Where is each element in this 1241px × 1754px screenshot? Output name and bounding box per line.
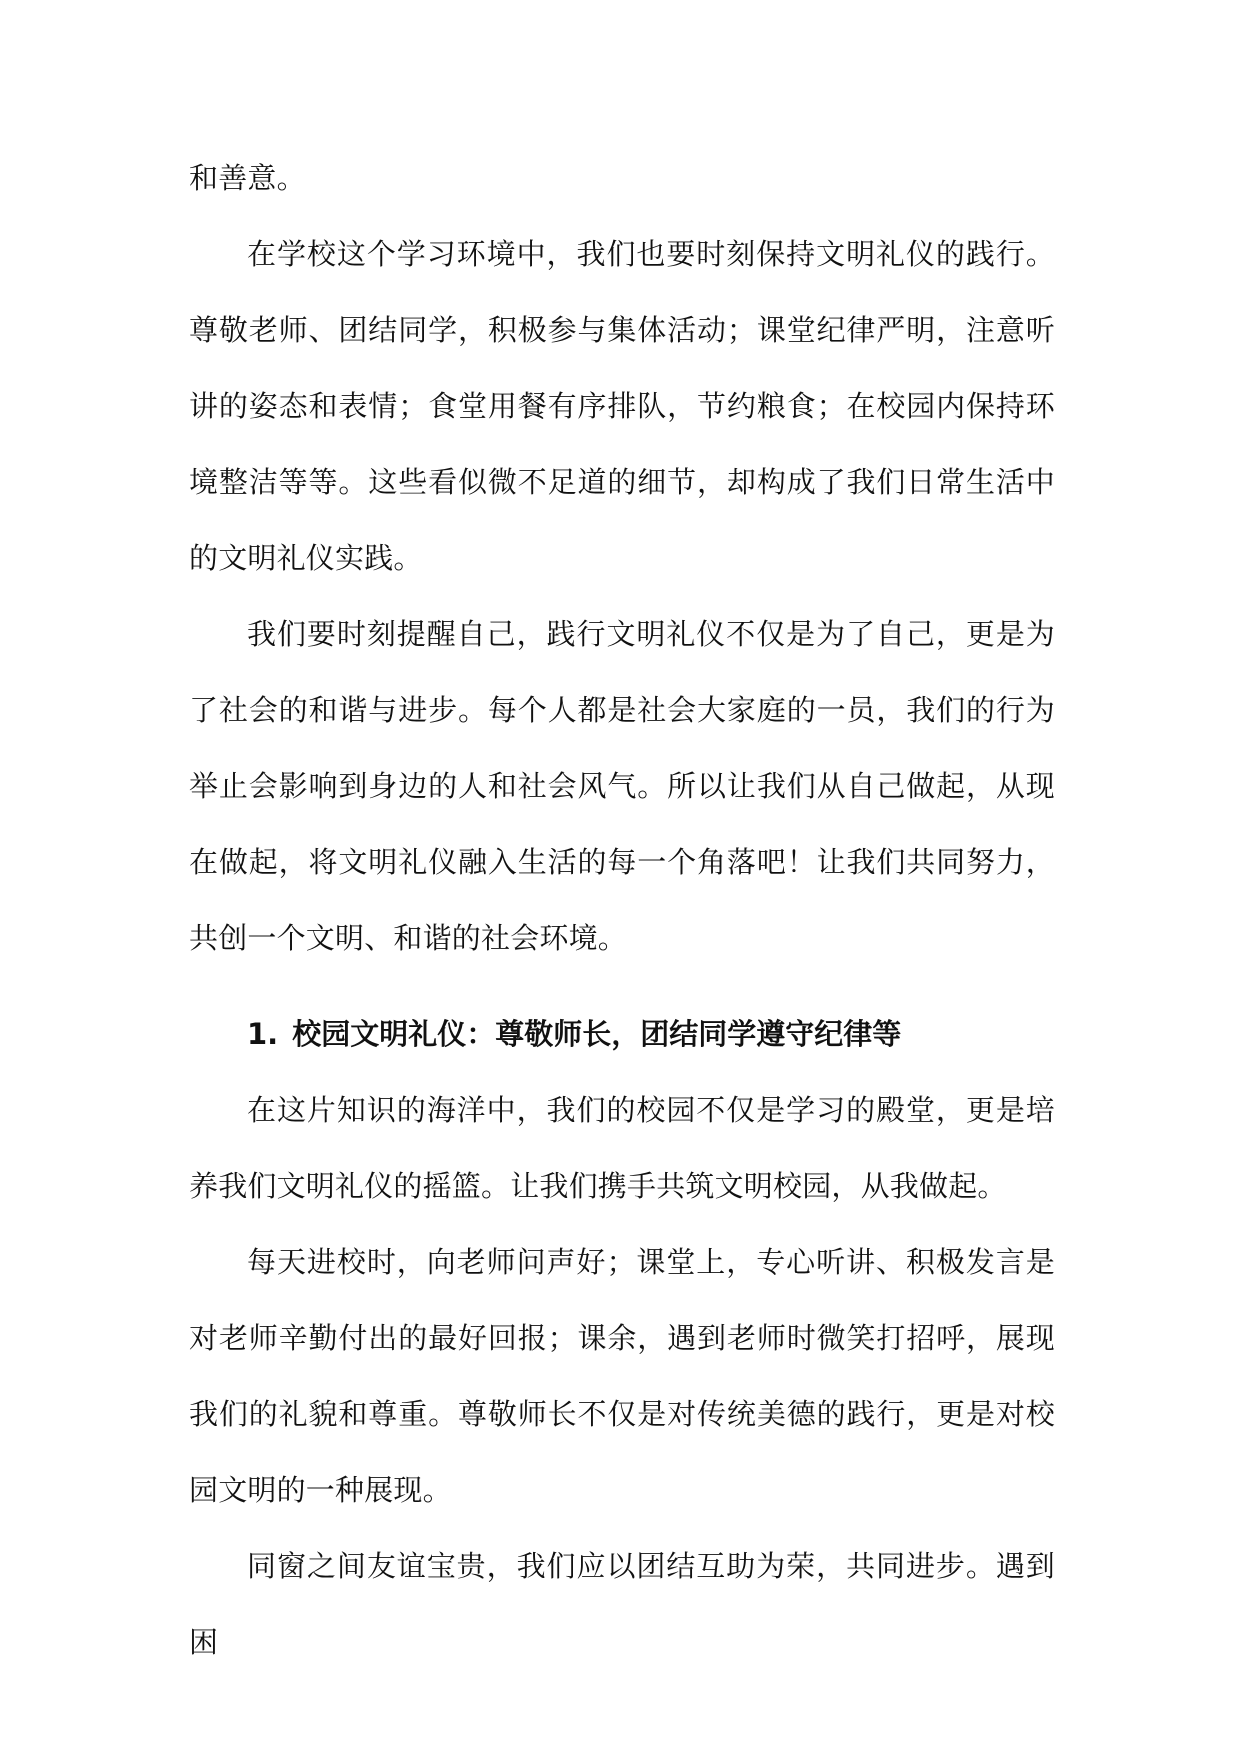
paragraph-4: 在这片知识的海洋中，我们的校园不仅是学习的殿堂，更是培养我们文明礼仪的摇篮。让我们携手共筑文明校园，从我做起。	[189, 1093, 1055, 1203]
paragraph-5: 每天进校时，向老师问声好；课堂上，专心听讲、积极发言是对老师辛勤付出的最好回报；课余，遇到老师时微笑打招呼，展现我们的礼貌和尊重。尊敬师长不仅是对传统美德的践行，更是对校园文明的一种展现。	[189, 1245, 1055, 1507]
document-body	[189, 140, 1055, 1680]
paragraph-3: 我们要时刻提醒自己，践行文明礼仪不仅是为了自己，更是为了社会的和谐与进步。每个人都是社会大家庭的一员，我们的行为举止会影响到身边的人和社会风气。所以让我们从自己做起，从现在做起，将文明礼仪融入生活的每一个角落吧！让我们共同努力，共创一个文明、和谐的社会环境。	[189, 617, 1055, 955]
paragraph-6: 同窗之间友谊宝贵，我们应以团结互助为荣，共同进步。遇到困	[189, 1549, 1055, 1659]
section-number: 1.	[247, 1017, 279, 1051]
section-title: 校园文明礼仪：尊敬师长，团结同学遵守纪律等	[292, 1017, 902, 1051]
section-heading	[189, 996, 1055, 1072]
paragraph-1: 和善意。	[189, 161, 306, 195]
paragraph-2: 在学校这个学习环境中，我们也要时刻保持文明礼仪的践行。尊敬老师、团结同学，积极参与集体活动；课堂纪律严明，注意听讲的姿态和表情；食堂用餐有序排队，节约粮食；在校园内保持环境整洁等等。这些看似微不足道的细节，却构成了我们日常生活中的文明礼仪实践。	[189, 237, 1055, 575]
